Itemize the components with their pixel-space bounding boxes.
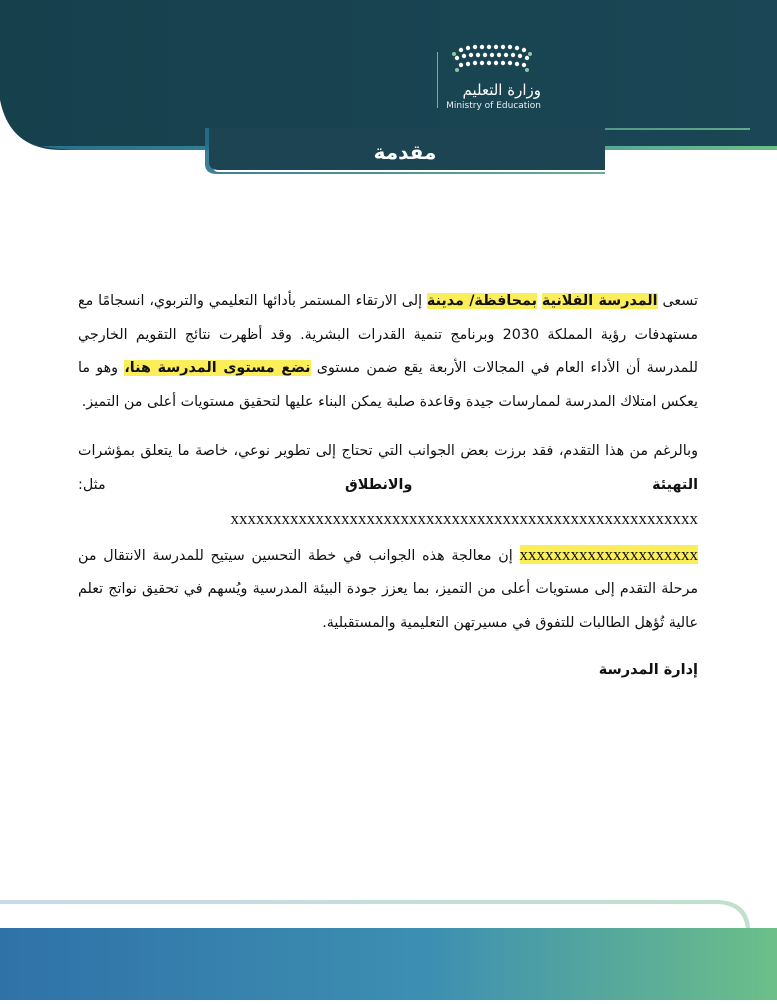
- intro-text-3: وهو ما يعكس امتلاك المدرسة لممارسات جيدة وقاعدة صلبة يمكن البناء عليها لتحقيق مستويات أعلى من التميز.: [78, 360, 698, 410]
- intro-text-2: إلى الارتقاء المستمر بأدائها التعليمي والتربوي، انسجامًا مع مستهدفات رؤية المملكة 2030 وبرنامج تنمية القدرات البشرية. وقد أظهرت نتائج التقويم الخارجي للمدرسة أن الأداء العام في المجالات الأربعة يقع ضمن مستوى: [78, 293, 699, 376]
- improve-text-2: مثل:: [78, 476, 345, 493]
- footer-band: [0, 898, 777, 1000]
- logo-arabic-text: وزارة التعليم: [462, 81, 541, 99]
- placeholder-xs-1: xxxxxxxxxxxxxxxxxxxxxxxxxxxxxxxxxxxxxxxxxxxxxxxxxxxxxxx: [230, 509, 698, 528]
- logo-dots-icon: [441, 42, 551, 82]
- intro-text-1: تسعى: [657, 293, 698, 309]
- paragraph-intro: [78, 285, 698, 419]
- signature: إدارة المدرسة: [598, 662, 698, 678]
- highlight-school-level: نضع مستوى المدرسة هنا،: [124, 360, 311, 376]
- placeholder-xs-2: xxxxxxxxxxxxxxxxxxxxx: [519, 544, 698, 564]
- improve-text-3: إن معالجة هذه الجوانب في خطة التحسين سيتيح للمدرسة الانتقال من مرحلة التقدم إلى مستويات أعلى من التميز، بما يعزز جودة البيئة المدرسية ويُسهم في تحقيق نواتج تعلم عالية تُؤهل الطالبات للتفوق في مسيرتهن التعليمية والمستقبلية.: [78, 547, 698, 631]
- paragraph-improvement: [78, 435, 698, 640]
- indicator-name: التهيئة والانطلاق: [344, 476, 698, 493]
- highlight-school-name: المدرسة الفلانية: [541, 293, 658, 309]
- logo-english-text: Ministry of Education: [446, 101, 541, 111]
- logo-divider: [437, 52, 438, 108]
- improve-text-1: وبالرغم من هذا التقدم، فقد برزت بعض الجوانب التي تحتاج إلى تطوير نوعي، خاصة ما يتعلق بمؤشرات: [78, 443, 698, 459]
- highlight-city: بمحافظة/ مدينة: [426, 293, 538, 309]
- document-body: [78, 285, 698, 640]
- page-title: مقدمة: [373, 140, 437, 164]
